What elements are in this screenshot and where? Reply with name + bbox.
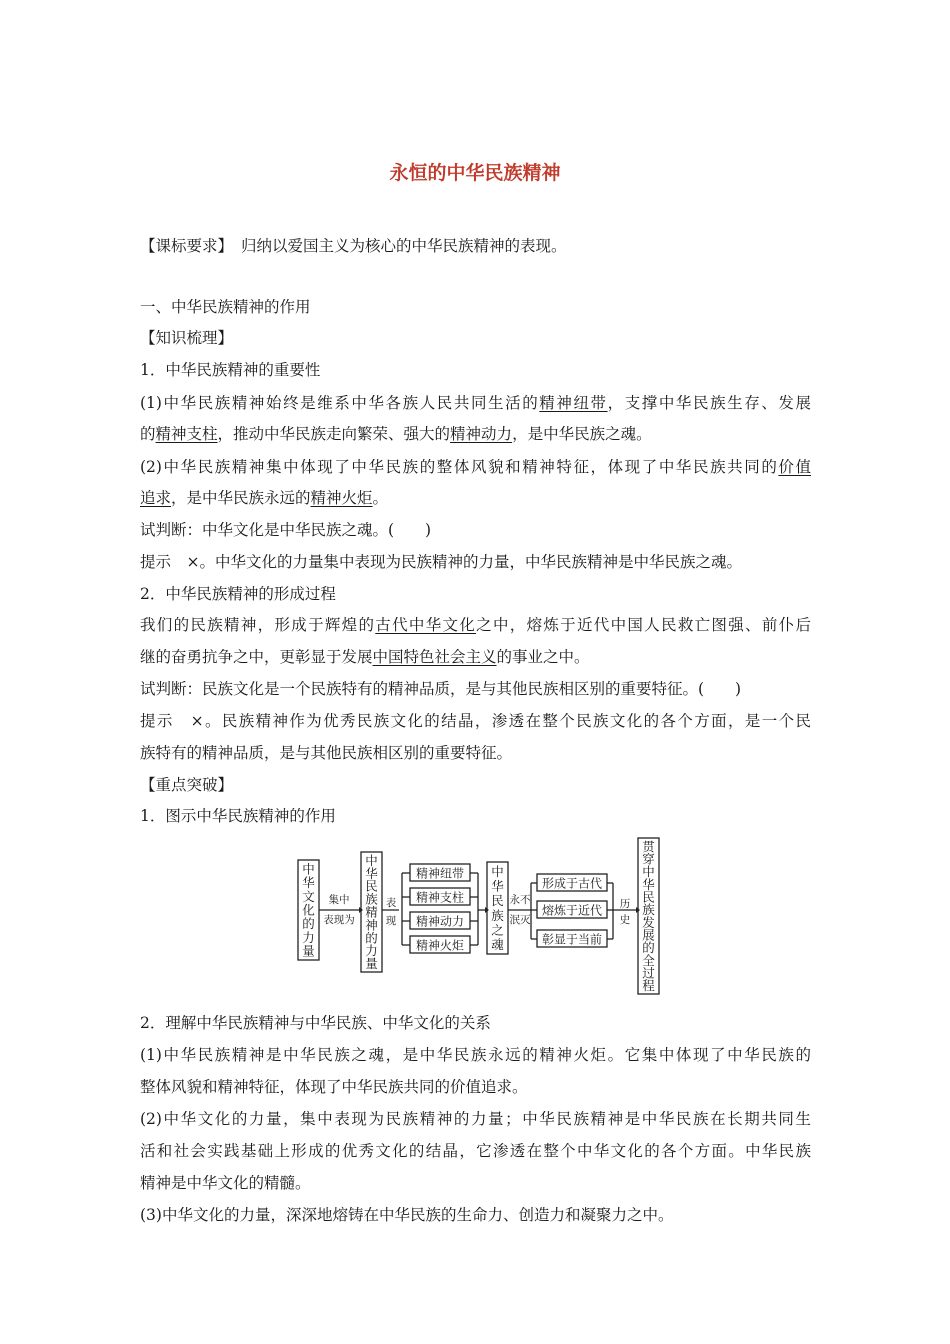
text-run: 我们的民族精神，形成于辉煌的 <box>140 616 376 634</box>
arrow-label-never: 永不 <box>509 894 531 906</box>
item1-heading: 1．中华民族精神的重要性 <box>140 361 321 379</box>
box-culture-power-label: 力 <box>302 929 315 945</box>
keyword-underlined: 精神支柱 <box>155 425 218 443</box>
relation-p2-line3: 精神是中华文化的精髓。 <box>140 1174 311 1192</box>
text-run: ，支撑中华民族生存、发展 <box>607 394 811 412</box>
box-nation-soul-label: 中 <box>491 863 504 879</box>
arrow-label-manifest: 表 <box>385 896 397 909</box>
box-spiritual-pillar <box>410 888 470 905</box>
list-history-item: 彰显于当前 <box>541 932 603 947</box>
box-spirit-power-label: 量 <box>365 956 378 972</box>
box-nation-soul-label: 魂 <box>491 937 504 953</box>
arrow-head <box>359 907 363 913</box>
hint-1: 提示 ×。中华文化的力量集中表现为民族精神的力量，中华民族精神是中华民族之魂。 <box>140 553 742 571</box>
text-run: 之中，熔炼于近代中国人民救亡图强、前仆后 <box>476 616 811 634</box>
judge-question-2: 试判断：民族文化是一个民族特有的精神品质，是与其他民族相区别的重要特征。( ) <box>140 680 742 698</box>
box-spirit-power-label: 中 <box>365 852 378 868</box>
keyword-underlined: 追求 <box>140 489 172 507</box>
relation-p1-line2: 整体风貌和精神特征，体现了中华民族共同的价值追求。 <box>140 1078 528 1096</box>
paragraph-formation-line1 <box>140 615 811 635</box>
paragraph-feature-line1 <box>140 457 811 477</box>
box-spiritual-power <box>410 912 470 929</box>
box-nation-soul-label: 之 <box>491 922 504 938</box>
keyword-underlined: 中国特色社会主义 <box>372 648 497 666</box>
box-nation-soul <box>487 862 508 954</box>
text-run: ，推动中华民族走向繁荣、强大的 <box>217 425 451 443</box>
text-run: ，是中华民族之魂。 <box>512 425 652 443</box>
arrow-label-history: 史 <box>619 913 631 926</box>
box-whole-history-label: 贯 <box>642 838 655 854</box>
keyword-underlined: 价值 <box>778 458 811 476</box>
box-culture-power-label: 中 <box>302 861 315 877</box>
page-title: 永恒的中华民族精神 <box>389 162 561 184</box>
hint-2-line1: 提示 ×。民族精神作为优秀民族文化的结晶，渗透在整个民族文化的各个方面，是一个民 <box>140 712 811 730</box>
keyword-underlined: 精神火炬 <box>310 489 373 507</box>
box-spirit-power <box>361 852 382 972</box>
box-whole-history-label: 民 <box>642 889 655 905</box>
keyword-underlined: 古代中华文化 <box>375 616 477 634</box>
box-whole-history-label: 华 <box>642 876 655 892</box>
box-spirit-power-label: 精 <box>365 904 378 920</box>
box-culture-power-label: 的 <box>302 916 315 932</box>
list-history-item: 形成于古代 <box>541 876 603 891</box>
box-nation-soul-label: 华 <box>491 878 504 894</box>
box-shown-present <box>537 930 607 947</box>
box-culture-power-label: 文 <box>302 888 315 904</box>
arrow-label-concentrated: 集中 <box>328 894 350 906</box>
box-spirit-power-label: 力 <box>365 943 378 959</box>
relation-p3: (3)中华文化的力量，深深地熔铸在中华民族的生命力、创造力和凝聚力之中。 <box>140 1206 674 1224</box>
arrow-head <box>636 907 640 913</box>
paragraph-importance-line1 <box>140 393 811 413</box>
keyword-underlined: 精神动力 <box>450 425 513 443</box>
box-whole-history-label: 过 <box>642 965 655 981</box>
box-whole-history-label: 族 <box>642 902 655 918</box>
box-culture-power-label: 化 <box>302 902 315 918</box>
hint-2-line2: 族特有的精神品质，是与其他民族相区别的重要特征。 <box>140 744 513 762</box>
knowledge-tag: 【知识梳理】 <box>140 329 234 347</box>
breakthrough-tag: 【重点突破】 <box>140 776 234 794</box>
list-spirit-item: 精神支柱 <box>415 890 465 905</box>
box-whole-history-label: 中 <box>642 864 655 880</box>
text-run: (1)中华民族精神始终是维系中华各族人民共同生活的 <box>140 394 540 412</box>
box-spiritual-torch <box>410 936 470 953</box>
arrow-label-history: 历 <box>619 897 631 910</box>
box-whole-history-label: 展 <box>642 927 655 943</box>
paragraph-importance-line2 <box>140 424 652 444</box>
text-run: 的事业之中。 <box>496 648 590 666</box>
relation-p2-line1: (2)中华文化的力量，集中表现为民族精神的力量；中华民族精神是中华民族在长期共同生 <box>140 1110 811 1128</box>
text-run: 继的奋勇抗争之中，更彰显于发展 <box>140 648 373 666</box>
judge-question-1: 试判断：中华文化是中华民族之魂。( ) <box>140 521 432 539</box>
box-spirit-power-label: 神 <box>365 917 378 933</box>
relation-p1-line1: (1)中华民族精神是中华民族之魂，是中华民族永远的精神火炬。它集中体现了中华民族的 <box>140 1046 811 1064</box>
box-forged-modern <box>537 901 607 918</box>
paragraph-feature-line2 <box>140 488 388 508</box>
box-culture-power <box>298 860 319 960</box>
box-spirit-power-label: 的 <box>365 930 378 946</box>
box-whole-history-label: 程 <box>642 978 655 994</box>
box-formed-ancient <box>537 874 607 891</box>
relation-heading: 2．理解中华民族精神与中华民族、中华文化的关系 <box>140 1014 491 1032</box>
section1-heading: 一、中华民族精神的作用 <box>140 298 311 316</box>
box-spirit-power-label: 民 <box>365 878 378 894</box>
text-run: ，是中华民族永远的 <box>171 489 311 507</box>
box-whole-history-label: 全 <box>642 952 655 968</box>
text-run: 。 <box>372 489 389 507</box>
box-spiritual-bond <box>410 864 470 881</box>
arrow-head <box>485 907 489 913</box>
text-run: (2)中华民族精神集中体现了中华民族的整体风貌和精神特征，体现了中华民族共同的 <box>140 458 779 476</box>
relation-p2-line2: 活和社会实践基础上形成的优秀文化的结晶，它渗透在整个中华文化的各个方面。中华民族 <box>140 1142 811 1160</box>
keyword-underlined: 精神纽带 <box>539 394 608 412</box>
arrow-label-expressed-as: 表现为 <box>323 914 355 926</box>
list-history-item: 熔炼于近代 <box>541 903 603 918</box>
arrow-label-perish: 泯灭 <box>509 914 531 926</box>
standard-text: 归纳以爱国主义为核心的中华民族精神的表现。 <box>241 237 567 255</box>
diagram-heading: 1．图示中华民族精神的作用 <box>140 807 336 825</box>
box-whole-history-label: 的 <box>642 940 655 956</box>
standard-line <box>140 236 567 256</box>
box-culture-power-label: 华 <box>302 875 315 891</box>
box-nation-soul-label: 族 <box>491 907 504 923</box>
list-spirit-item: 精神纽带 <box>415 866 465 881</box>
item2-heading: 2．中华民族精神的形成过程 <box>140 585 336 603</box>
box-culture-power-label: 量 <box>302 943 315 959</box>
box-nation-soul-label: 民 <box>491 893 504 909</box>
box-whole-history-label: 穿 <box>642 851 655 867</box>
box-whole-history-label: 发 <box>642 914 655 930</box>
list-spirit-item: 精神动力 <box>415 914 465 929</box>
box-spirit-power-label: 族 <box>365 891 378 907</box>
standard-label: 【课标要求】 <box>140 237 234 255</box>
text-run: 的 <box>140 425 156 443</box>
paragraph-formation-line2 <box>140 647 590 667</box>
box-spirit-power-label: 华 <box>365 865 378 881</box>
box-whole-history <box>638 838 659 994</box>
arrow-label-manifest: 现 <box>385 914 397 927</box>
list-spirit-item: 精神火炬 <box>415 938 465 953</box>
